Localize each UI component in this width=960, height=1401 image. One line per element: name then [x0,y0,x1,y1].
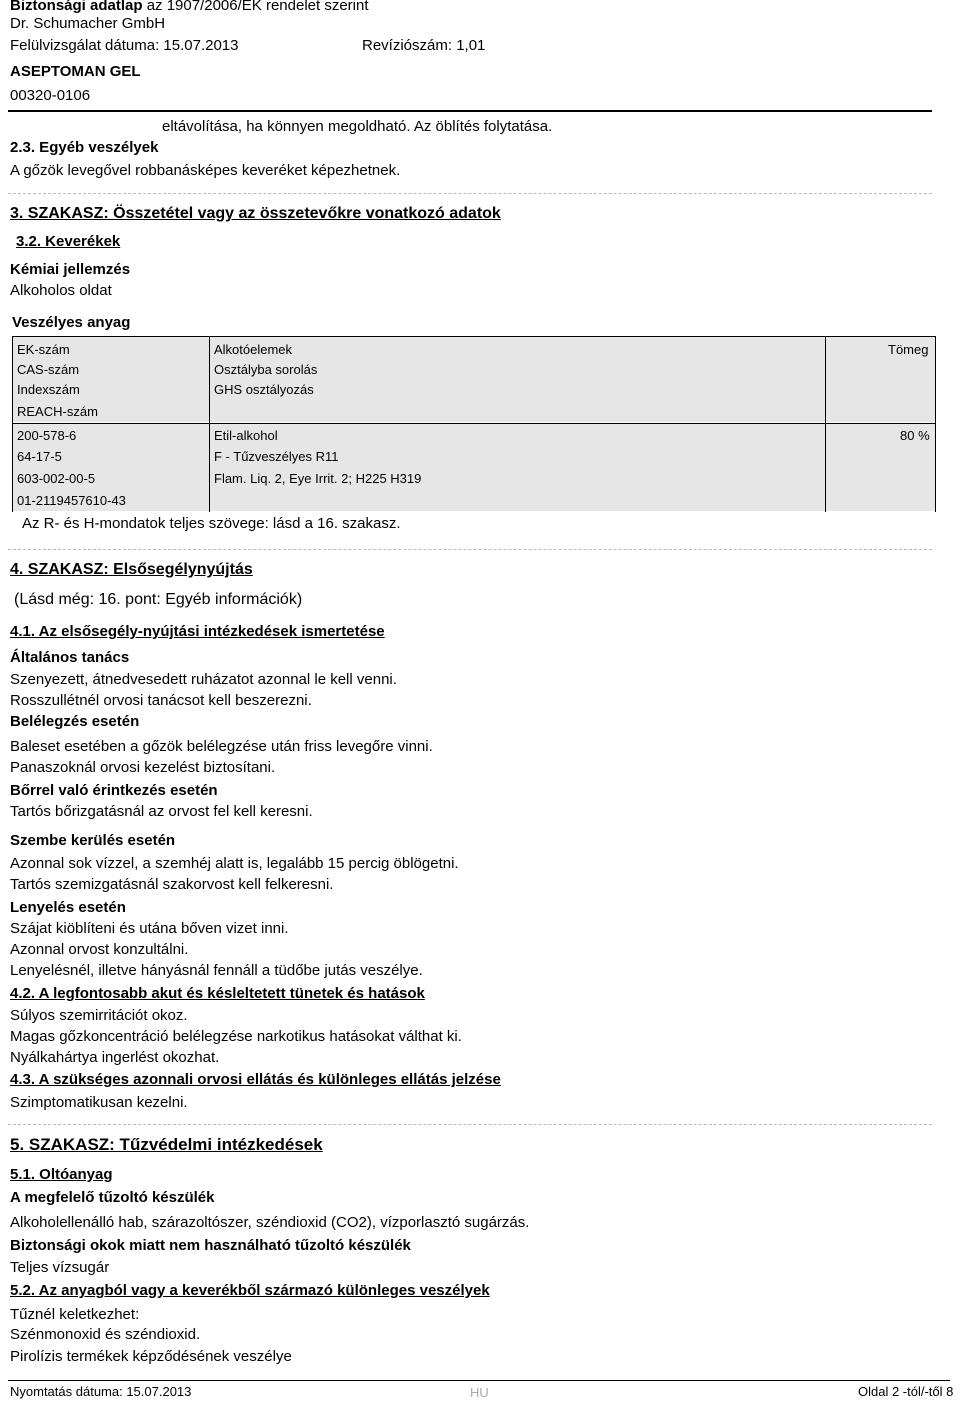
eye-contact-1: Azonnal sok vízzel, a szemhéj alatt is, legalább 15 percig öblögetni. [10,855,459,872]
table-header-border [12,423,936,424]
table-top-border [12,336,936,337]
table-left-border [12,336,13,512]
row-ek-number: 200-578-6 [17,428,77,443]
col-index-header: Indexszám [17,382,80,397]
ingestion-3: Lenyelésnél, illetve hányásnál fennáll a tüdőbe jutás veszélye. [10,962,423,979]
eye-contact-2: Tartós szemizgatásnál szakorvost kell felkeresni. [10,876,334,893]
page-number: Oldal 2 -tól/-től 8 [858,1384,954,1399]
section2-continuation: eltávolítása, ha könnyen megoldható. Az öblítés folytatása. [162,118,553,135]
skin-contact-1: Tartós bőrizgatásnál az orvost fel kell keresni. [10,803,313,820]
col-cas-header: CAS-szám [17,362,80,377]
chem-value: Alkoholos oldat [10,282,112,299]
row-classification: F - Tűzveszélyes R11 [214,449,339,464]
ingestion-label: Lenyelés esetén [10,899,126,916]
general-advice-1: Szenyezett, átnedvesedett ruházatot azonnal le kell venni. [10,671,397,688]
header-divider [8,110,932,112]
col-classification-header: Osztályba sorolás [214,362,318,377]
skin-contact-label: Bőrrel való érintkezés esetén [10,782,218,799]
symptoms-3: Nyálkahártya ingerlést okozhat. [10,1049,220,1066]
r-h-note: Az R- és H-mondatok teljes szövege: lásd a 16. szakasz. [22,515,401,532]
row-reach-number: 01-2119457610-43 [17,493,126,508]
document-title-rest: az 1907/2006/EK rendelet szerint [142,0,369,14]
symptoms-1: Súlyos szemirritációt okoz. [10,1007,188,1024]
document-title [10,0,369,14]
heading-4-3: 4.3. A szükséges azonnali orvosi ellátás és különleges ellátás jelzése [10,1071,501,1088]
row-mass: 80 % [900,428,930,443]
unsuitable-media-1: Teljes vízsugár [10,1259,110,1276]
heading-2-3-text: A gőzök levegővel robbanásképes keveréket képezhetnek. [10,162,401,179]
table-header-bg [12,337,936,422]
section5-title: 5. SZAKASZ: Tűzvédelmi intézkedések [10,1135,323,1154]
inhalation-2: Panaszoknál orvosi kezelést biztosítani. [10,759,276,776]
inhalation-label: Belélegzés esetén [10,713,140,730]
footer-divider [8,1380,950,1381]
special-hazards-3: Pirolízis termékek képződésének veszélye [10,1348,292,1365]
print-date: Nyomtatás dátuma: 15.07.2013 [10,1384,192,1399]
heading-5-2: 5.2. Az anyagból vagy a keverékből származó különleges veszélyek [10,1282,490,1299]
company-name: Dr. Schumacher GmbH [10,15,166,32]
table-col-divider-1 [209,336,210,512]
general-advice-label: Általános tanács [10,649,130,666]
product-name: ASEPTOMAN GEL [10,63,141,80]
hazard-label: Veszélyes anyag [12,314,131,331]
heading-5-1: 5.1. Oltóanyag [10,1166,113,1183]
col-ghs-header: GHS osztályozás [214,382,314,397]
symptoms-2: Magas gőzkoncentráció belélegzése narkotikus hatásokat válthat ki. [10,1028,462,1045]
row-ghs: Flam. Liq. 2, Eye Irrit. 2; H225 H319 [214,471,422,486]
heading-4-1: 4.1. Az elsősegély-nyújtási intézkedések ismertetése [10,623,385,640]
language-code: HU [470,1385,489,1400]
col-reach-header: REACH-szám [17,404,98,419]
heading-2-3: 2.3. Egyéb veszélyek [10,139,159,156]
table-col-divider-2 [825,336,826,512]
ingestion-1: Szájat kiöblíteni és utána bőven vizet inni. [10,920,289,937]
section4-title: 4. SZAKASZ: Elsősegélynyújtás [10,561,253,578]
document-title-bold: Biztonsági adatlap [10,0,143,14]
col-ek-header: EK-szám [17,342,70,357]
suitable-media-1: Alkoholellenálló hab, szárazoltószer, széndioxid (CO2), vízporlasztó sugárzás. [10,1214,530,1231]
eye-contact-label: Szembe kerülés esetén [10,832,176,849]
row-component-name: Etil-alkohol [214,428,278,443]
treatment-1: Szimptomatikusan kezelni. [10,1094,188,1111]
review-date: Felülvizsgálat dátuma: 15.07.2013 [10,37,239,54]
section3-title: 3. SZAKASZ: Összetétel vagy az összetevőkre vonatkozó adatok [10,205,501,222]
product-code: 00320-0106 [10,87,91,104]
section-separator [8,549,932,550]
unsuitable-media-label: Biztonsági okok miatt nem használható tűzoltó készülék [10,1237,411,1254]
revision-number: Revíziószám: 1,01 [362,37,486,54]
row-cas-number: 64-17-5 [17,449,62,464]
special-hazards-2: Szénmonoxid és széndioxid. [10,1326,201,1343]
inhalation-1: Baleset esetében a gőzök belélegzése után friss levegőre vinni. [10,738,433,755]
col-mass-header: Tömeg [888,342,929,357]
section4-see-also: (Lásd még: 16. pont: Egyéb információk) [14,591,303,608]
section-separator [8,1124,932,1125]
special-hazards-1: Tűznél keletkezhet: [10,1306,140,1323]
table-right-border [935,336,936,512]
table-row-bg [12,424,936,511]
chem-label: Kémiai jellemzés [10,261,131,278]
general-advice-2: Rosszullétnél orvosi tanácsot kell beszerezni. [10,692,312,709]
heading-3-2: 3.2. Keverékek [16,233,121,250]
ingestion-2: Azonnal orvost konzultálni. [10,941,189,958]
row-index-number: 603-002-00-5 [17,471,96,486]
col-components-header: Alkotóelemek [214,342,293,357]
section-separator [8,193,932,194]
suitable-media-label: A megfelelő tűzoltó készülék [10,1189,215,1206]
heading-4-2: 4.2. A legfontosabb akut és késleltetett tünetek és hatások [10,985,425,1002]
